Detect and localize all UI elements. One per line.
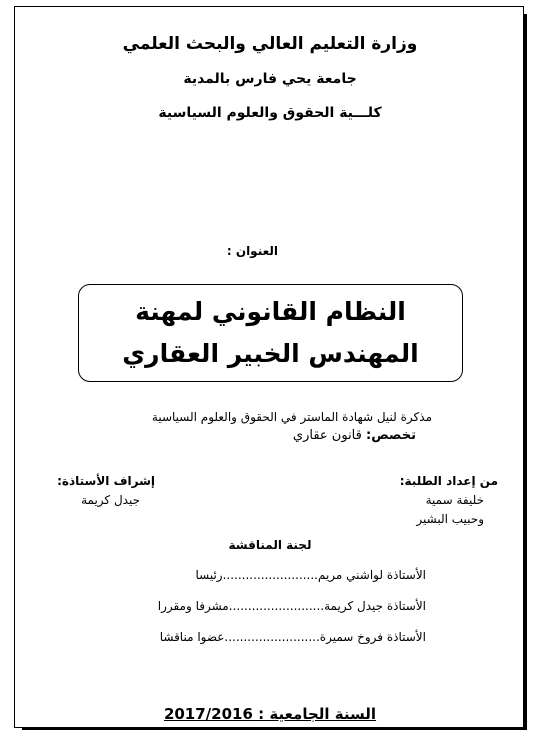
committee-member-name: الأستاذة جيدل كريمة — [324, 599, 426, 613]
academic-year: السنة الجامعية : 2017/2016 — [163, 705, 377, 723]
committee-member-role: عضوا مناقشا — [159, 630, 225, 644]
committee-member-name: الأستاذة فروخ سميرة — [319, 630, 426, 644]
specialty-line — [293, 428, 416, 443]
specialty-label: تخصص: — [366, 428, 416, 443]
committee-member-1: الأستاذة لواشني مريم.........................رئيسا — [195, 568, 426, 582]
university-heading: جامعة يحي فارس بالمدية — [183, 71, 357, 87]
ministry-heading: وزارة التعليم العالي والبحث العلمي — [122, 34, 418, 54]
thesis-title-box — [78, 284, 463, 382]
committee-label: لجنة المناقشة — [228, 538, 312, 552]
committee-member-name: الأستاذة لواشني مريم — [317, 568, 426, 582]
faculty-heading: كلـــية الحقوق والعلوم السياسية — [158, 105, 382, 121]
title-label: العنوان : — [226, 244, 278, 258]
page-border-shadow-right — [524, 14, 527, 728]
committee-member-role: مشرفا ومقررا — [157, 599, 229, 613]
student-name-1: خليفة سمية — [425, 493, 484, 507]
thesis-purpose: مذكرة لنيل شهادة الماستر في الحقوق والعلوم السياسية — [151, 410, 432, 424]
student-name-2: وحبيب البشير — [416, 512, 484, 526]
supervisor-name: جيدل كريمة — [81, 493, 140, 507]
thesis-title-line-2: المهندس الخبير العقاري — [122, 339, 419, 368]
committee-member-role: رئيسا — [195, 568, 223, 582]
committee-member-2: الأستاذة جيدل كريمة.........................مشرفا ومقررا — [157, 599, 426, 613]
thesis-title-line-1: النظام القانوني لمهنة — [135, 297, 406, 326]
supervisor-label: إشراف الأستاذة: — [57, 474, 155, 488]
committee-member-3: الأستاذة فروخ سميرة.........................عضوا مناقشا — [159, 630, 426, 644]
students-label: من إعداد الطلبة: — [399, 474, 498, 488]
specialty-value: قانون عقاري — [292, 428, 362, 443]
